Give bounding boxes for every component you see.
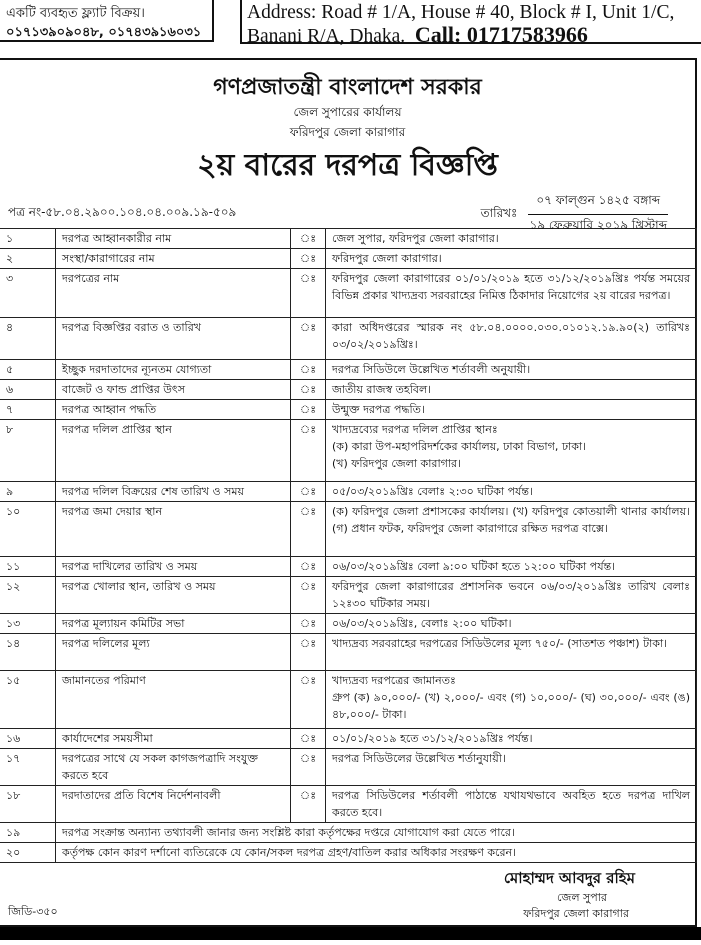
row-colon: ঃ	[291, 557, 326, 577]
table-row	[0, 843, 697, 863]
row-number: ১৬	[0, 729, 56, 749]
row-label: ইচ্ছুক দরদাতাদের ন্যূনতম যোগ্যতা	[56, 360, 291, 380]
row-value-line: ০১/০১/২০১৯ হতে ৩১/১২/২০১৯খ্রিঃ পর্যন্ত।	[332, 732, 533, 745]
row-value-line: উন্মুক্ত দরপত্র পদ্ধতি।	[332, 403, 425, 416]
row-colon: ঃ	[291, 502, 326, 557]
row-number: ৭	[0, 400, 56, 420]
row-value	[326, 380, 697, 400]
row-label: কার্যাদেশের সময়সীমা	[56, 729, 291, 749]
row-number: ৮	[0, 420, 56, 482]
row-label: দরপত্র জমা দেয়ার স্থান	[56, 502, 291, 557]
row-label: দরপত্র মূল্যায়ন কমিটির সভা	[56, 614, 291, 634]
row-number: ১০	[0, 502, 56, 557]
row-label: দরপত্র খোলার স্থান, তারিখ ও সময়	[56, 577, 291, 614]
row-value	[326, 420, 697, 482]
row-colon: ঃ	[291, 249, 326, 269]
row-number: ৬	[0, 380, 56, 400]
row-colon: ঃ	[291, 420, 326, 482]
row-label: দরপত্র আহ্বানকারীর নাম	[56, 229, 291, 249]
table-row	[0, 360, 697, 380]
classified-ads-strip	[0, 0, 701, 58]
row-value	[326, 786, 697, 823]
row-colon: ঃ	[291, 229, 326, 249]
date-bangla: ০৭ ফাল্গুন ১৪২৫ বঙ্গাব্দ	[528, 190, 668, 215]
row-colon: ঃ	[291, 482, 326, 502]
row-value-line: (খ) ফরিদপুর জেলা কারাগার।	[332, 457, 462, 470]
row-text: কর্তৃপক্ষ কোন কারণ দর্শানো ব্যতিরেকে যে কোন/সকল দরপত্র গ্রহণ/বাতিল করার অধিকার সংরক্ষণ করেন।	[56, 843, 697, 863]
row-colon: ঃ	[291, 269, 326, 318]
row-label: সংস্থা/কারাগারের নাম	[56, 249, 291, 269]
row-label: বাজেট ও ফান্ড প্রাপ্তির উৎস	[56, 380, 291, 400]
row-number: ৫	[0, 360, 56, 380]
row-label: দরপত্র দলিলের মূল্য	[56, 634, 291, 671]
signature-block	[0, 863, 695, 925]
row-value	[326, 400, 697, 420]
row-value-line: ফরিদপুর জেলা কারাগারের প্রশাসনিক ভবনে ০৬/০৩/২০১৯খ্রিঃ তারিখ বেলাঃ ১২ঃ৩০ ঘটিকার সময়।	[332, 580, 690, 610]
table-row	[0, 318, 697, 360]
row-value	[326, 577, 697, 614]
row-colon: ঃ	[291, 318, 326, 360]
notice-title: ২য় বারের দরপত্র বিজ্ঞপ্তি	[197, 148, 498, 183]
row-number: ১৫	[0, 671, 56, 729]
row-value	[326, 557, 697, 577]
row-value-line: ফরিদপুর জেলা কারাগার।	[332, 252, 442, 265]
row-value-line: দরপত্র সিডিউলে উল্লেখিত শর্তাবলী অনুযায়ী।	[332, 363, 531, 376]
row-value-line: দরপত্র সিডিউলের উল্লেখিত শর্তানুযায়ী।	[332, 752, 506, 765]
row-value-line: জাতীয় রাজস্ব তহবিল।	[332, 383, 432, 396]
row-value	[326, 269, 697, 318]
row-colon: ঃ	[291, 380, 326, 400]
row-label: দরপত্র দলিল প্রাপ্তির স্থান	[56, 420, 291, 482]
date-label: তারিখঃ	[480, 205, 518, 220]
row-value	[326, 671, 697, 729]
ad-address-2: Banani R/A, Dhaka.	[247, 26, 406, 47]
row-colon: ঃ	[291, 671, 326, 729]
jail-name: ফরিদপুর জেলা কারাগার	[289, 125, 406, 139]
row-value-line: জেল সুপার, ফরিদপুর জেলা কারাগার।	[332, 232, 499, 245]
table-row	[0, 557, 697, 577]
table-row	[0, 577, 697, 614]
row-number: ৯	[0, 482, 56, 502]
row-number: ১১	[0, 557, 56, 577]
table-row	[0, 634, 697, 671]
row-value-line: কারা অধিদপ্তরের স্মারক নং ৫৮.০৪.০০০০.০৩০.০১০১২.১৯.৯০(২) তারিখঃ ০৩/০২/২০১৯খ্রিঃ।	[332, 321, 690, 351]
table-row	[0, 420, 697, 482]
row-colon: ঃ	[291, 786, 326, 823]
row-value-line: ০৬/০৩/২০১৯খ্রিঃ বেলা ৯:০০ ঘটিকা হতে ১২:০০ ঘটিকা পর্যন্ত।	[332, 560, 616, 573]
row-number: ৪	[0, 318, 56, 360]
page-bottom-bar	[0, 927, 701, 940]
row-colon: ঃ	[291, 729, 326, 749]
row-value	[326, 502, 697, 557]
row-label: দরদাতাদের প্রতি বিশেষ নির্দেশনাবলী	[56, 786, 291, 823]
row-colon: ঃ	[291, 634, 326, 671]
row-number: ১৭	[0, 749, 56, 786]
row-number: ২০	[0, 843, 56, 863]
row-number: ১৯	[0, 823, 56, 843]
ad-address: Address: Road # 1/A, House # 40, Block # I, Unit 1/C,	[247, 2, 675, 23]
row-number: ১৪	[0, 634, 56, 671]
row-value	[326, 729, 697, 749]
row-value	[326, 749, 697, 786]
row-value	[326, 249, 697, 269]
table-row	[0, 614, 697, 634]
row-value-line: ফরিদপুর জেলা কারাগারের ০১/০১/২০১৯ হতে ৩১/১২/২০১৯খ্রিঃ পর্যন্ত সময়ের বিভিন্ন প্রকার খাদ্যদ্রব্য সরবরাহের নিমিত্ত ঠিকাদার নিয়োগের ২য় বারের দরপত্র।	[332, 272, 690, 302]
table-row	[0, 502, 697, 557]
row-value-line: খাদ্যদ্রব্য সরবরাহের দরপত্রের সিডিউলের মূল্য ৭৫০/- (সাতশত পঞ্চাশ) টাকা।	[332, 637, 668, 650]
row-value-line: গ্রুপ (ক) ৯০,০০০/- (খ) ২,০০০/- এবং (গ) ১০,০০০/- (ঘ) ৩০,০০০/- এবং (ঙ) ৪৮,০০০/- টাকা।	[332, 691, 690, 721]
row-value-line: (ক) ফরিদপুর জেলা প্রশাসকের কার্যালয়। (খ) ফরিদপুর কোতয়ালী থানার কার্যালয়। (গ) প্রধান ফটক, ফরিদপুর জেলা কারাগারে রক্ষিত দরপত্র বাক্সে।	[332, 505, 690, 535]
row-value-line: (ক) কারা উপ-মহাপরিদর্শকের কার্যালয়, ঢাকা বিভাগ, ঢাকা।	[332, 440, 587, 453]
row-text: দরপত্র সংক্রান্ত অন্যান্য তথ্যাবলী জানার জন্য সংশ্লিষ্ট কারা কর্তৃপক্ষের দপ্তরে যোগাযোগ করা যেতে পারে।	[56, 823, 697, 843]
row-value-line: ০৫/০৩/২০১৯খ্রিঃ বেলাঃ ২:৩০ ঘটিকা পর্যন্ত।	[332, 485, 533, 498]
row-number: ১৮	[0, 786, 56, 823]
row-value-line: ০৬/০৩/২০১৯খ্রিঃ, বেলাঃ ২:০০ ঘটিকা।	[332, 617, 512, 630]
row-label: দরপত্র আহ্বান পদ্ধতি	[56, 400, 291, 420]
row-number: ৩	[0, 269, 56, 318]
signatory-designation: জেল সুপার	[557, 891, 607, 904]
row-number: ২	[0, 249, 56, 269]
table-row	[0, 749, 697, 786]
row-number: ১২	[0, 577, 56, 614]
government-heading: গণপ্রজাতন্ত্রী বাংলাদেশ সরকার	[213, 75, 482, 100]
memo-number: পত্র নং-৫৮.০৪.২৯০০.১০৪.০৪.০০৯.১৯-৫০৯	[8, 205, 237, 219]
table-row	[0, 482, 697, 502]
row-value	[326, 634, 697, 671]
classified-ad-flat-sale	[0, 0, 214, 42]
table-row	[0, 786, 697, 823]
row-colon: ঃ	[291, 614, 326, 634]
row-label: দরপত্র দলিল বিক্রয়ের শেষ তারিখ ও সময়	[56, 482, 291, 502]
row-label: দরপত্রের সাথে যে সকল কাগজপত্রাদি সংযুক্ত করতে হবে	[56, 749, 291, 786]
row-value	[326, 318, 697, 360]
office-name: জেল সুপারের কার্যালয়	[293, 105, 402, 119]
row-colon: ঃ	[291, 577, 326, 614]
notice-date	[481, 190, 675, 239]
tender-notice	[0, 58, 697, 927]
row-label: দরপত্রের নাম	[56, 269, 291, 318]
row-value	[326, 360, 697, 380]
signatory-organization: ফরিদপুর জেলা কারাগার	[523, 907, 629, 920]
gd-number: জিডি-৩৫০	[8, 905, 58, 918]
table-row	[0, 823, 697, 843]
table-row	[0, 380, 697, 400]
row-number: ১৩	[0, 614, 56, 634]
tender-details-table	[0, 228, 697, 863]
table-row	[0, 400, 697, 420]
ad-phones: ০১৭১৩৯০৯০৪৮, ০১৭৪৩৯১৬০৩১	[6, 25, 202, 40]
table-row	[0, 729, 697, 749]
ad-call: Call: 01717583966	[414, 22, 588, 47]
classified-ad-address	[240, 0, 701, 47]
row-value-line: খাদ্যদ্রব্যের দরপত্র দলিল প্রাপ্তির স্থানঃ	[332, 423, 498, 436]
signatory-name: মোহাম্মদ আবদুর রহিম	[503, 869, 635, 887]
table-row	[0, 249, 697, 269]
row-colon: ঃ	[291, 360, 326, 380]
table-row	[0, 269, 697, 318]
row-colon: ঃ	[291, 400, 326, 420]
table-row	[0, 671, 697, 729]
ad-text: একটি ব্যবহৃত ফ্ল্যাট বিক্রয়।	[6, 6, 145, 21]
date-gregorian: ১৯ ফেব্রুয়ারি ২০১৯ খ্রিস্টাব্দ	[529, 218, 667, 232]
row-number: ১	[0, 229, 56, 249]
row-value	[326, 614, 697, 634]
row-value-line: খাদ্যদ্রব্য দরপত্রের জামানতঃ	[332, 674, 456, 687]
row-label: দরপত্র দাখিলের তারিখ ও সময়	[56, 557, 291, 577]
row-value-line: দরপত্র সিডিউলের শর্তাবলী পাঠান্তে যথাযথভাবে অবহিত হতে দরপত্র দাখিল করতে হবে।	[332, 789, 690, 819]
row-value	[326, 482, 697, 502]
row-label: জামানতের পরিমাণ	[56, 671, 291, 729]
row-label: দরপত্র বিজ্ঞপ্তির বরাত ও তারিখ	[56, 318, 291, 360]
row-colon: ঃ	[291, 749, 326, 786]
